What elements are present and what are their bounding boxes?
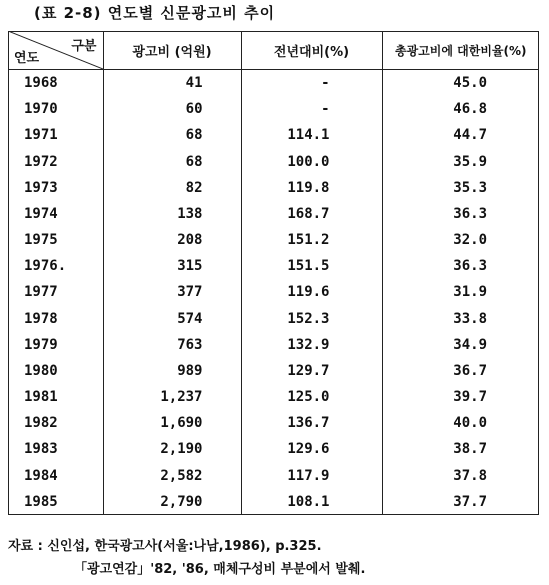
table-row — [8, 436, 539, 462]
ratio-cell: 37.8 — [382, 463, 539, 489]
yoy-cell: - — [241, 96, 382, 122]
amount-cell: 989 — [103, 358, 241, 384]
ratio-cell: 45.0 — [382, 70, 539, 97]
table-row — [8, 410, 539, 436]
amount-cell: 574 — [103, 306, 241, 332]
ratio-cell: 34.9 — [382, 332, 539, 358]
newspaper-ad-table — [8, 31, 539, 515]
amount-cell: 1,237 — [103, 384, 241, 410]
year-cell: 1980 — [24, 362, 58, 379]
ratio-cell: 37.7 — [382, 489, 539, 515]
source-line-2: 「광고연감」'82, '86, 매체구성비 부분에서 발췌. — [74, 562, 366, 577]
table-row — [8, 96, 539, 122]
corner-label-category: 구분 — [71, 39, 97, 54]
ratio-cell: 39.7 — [382, 384, 539, 410]
amount-cell: 82 — [103, 175, 241, 201]
column-header-yoy: 전년대비(%) — [241, 31, 382, 70]
column-header-ratio: 총광고비에 대한비율(%) — [382, 31, 539, 70]
yoy-cell: 117.9 — [241, 463, 382, 489]
table-row — [8, 149, 539, 175]
ratio-cell: 35.3 — [382, 175, 539, 201]
yoy-cell: 151.2 — [241, 227, 382, 253]
amount-cell: 68 — [103, 122, 241, 148]
year-cell: 1981 — [24, 389, 58, 406]
year-cell: 1985 — [24, 493, 58, 510]
yoy-cell: 119.6 — [241, 279, 382, 305]
ratio-cell: 46.8 — [382, 96, 539, 122]
table-row — [8, 463, 539, 489]
year-cell: 1982 — [24, 415, 58, 432]
table-row — [8, 358, 539, 384]
yoy-cell: 129.7 — [241, 358, 382, 384]
ratio-cell: 31.9 — [382, 279, 539, 305]
yoy-cell: 100.0 — [241, 149, 382, 175]
yoy-cell: 119.8 — [241, 175, 382, 201]
yoy-cell: 132.9 — [241, 332, 382, 358]
table-row — [8, 175, 539, 201]
ratio-cell: 35.9 — [382, 149, 539, 175]
yoy-cell: 114.1 — [241, 122, 382, 148]
table-title: (표 2-8) 연도별 신문광고비 추이 — [34, 4, 276, 22]
year-cell: 1971 — [24, 127, 58, 144]
amount-cell: 763 — [103, 332, 241, 358]
table-row — [8, 201, 539, 227]
source-line-1: 자료 : 신인섭, 한국광고사(서울:나남,1986), p.325. — [8, 539, 322, 554]
year-cell: 1979 — [24, 336, 58, 353]
yoy-cell: 151.5 — [241, 253, 382, 279]
table-row — [8, 279, 539, 305]
table-row — [8, 122, 539, 148]
ratio-cell: 38.7 — [382, 436, 539, 462]
table-row — [8, 227, 539, 253]
amount-cell: 2,582 — [103, 463, 241, 489]
corner-label-year: 연도 — [14, 51, 40, 66]
amount-cell: 377 — [103, 279, 241, 305]
yoy-cell: 129.6 — [241, 436, 382, 462]
table-row — [8, 332, 539, 358]
year-cell: 1974 — [24, 205, 58, 222]
yoy-cell: 152.3 — [241, 306, 382, 332]
amount-cell: 2,190 — [103, 436, 241, 462]
year-cell: 1977 — [24, 284, 58, 301]
amount-cell: 315 — [103, 253, 241, 279]
yoy-cell: 125.0 — [241, 384, 382, 410]
ratio-cell: 40.0 — [382, 410, 539, 436]
amount-cell: 41 — [103, 70, 241, 97]
ratio-cell: 36.3 — [382, 253, 539, 279]
ratio-cell: 36.7 — [382, 358, 539, 384]
corner-header-cell — [8, 31, 103, 70]
year-cell: 1978 — [24, 310, 58, 327]
year-cell: 1976. — [24, 258, 67, 275]
table-row — [8, 306, 539, 332]
column-header-amount: 광고비 (억원) — [103, 31, 241, 70]
amount-cell: 60 — [103, 96, 241, 122]
year-cell: 1972 — [24, 153, 58, 170]
yoy-cell: 168.7 — [241, 201, 382, 227]
yoy-cell: - — [241, 70, 382, 97]
year-cell: 1973 — [24, 179, 58, 196]
table-row — [8, 70, 539, 97]
amount-cell: 2,790 — [103, 489, 241, 515]
source-note — [8, 535, 365, 581]
yoy-cell: 136.7 — [241, 410, 382, 436]
year-cell: 1970 — [24, 101, 58, 118]
amount-cell: 138 — [103, 201, 241, 227]
table-row — [8, 253, 539, 279]
ratio-cell: 36.3 — [382, 201, 539, 227]
year-cell: 1968 — [24, 75, 58, 92]
year-cell: 1984 — [24, 467, 58, 484]
year-cell: 1975 — [24, 232, 58, 249]
amount-cell: 1,690 — [103, 410, 241, 436]
ratio-cell: 32.0 — [382, 227, 539, 253]
ratio-cell: 33.8 — [382, 306, 539, 332]
table-row — [8, 489, 539, 515]
ratio-cell: 44.7 — [382, 122, 539, 148]
yoy-cell: 108.1 — [241, 489, 382, 515]
amount-cell: 68 — [103, 149, 241, 175]
year-cell: 1983 — [24, 441, 58, 458]
table-row — [8, 384, 539, 410]
amount-cell: 208 — [103, 227, 241, 253]
